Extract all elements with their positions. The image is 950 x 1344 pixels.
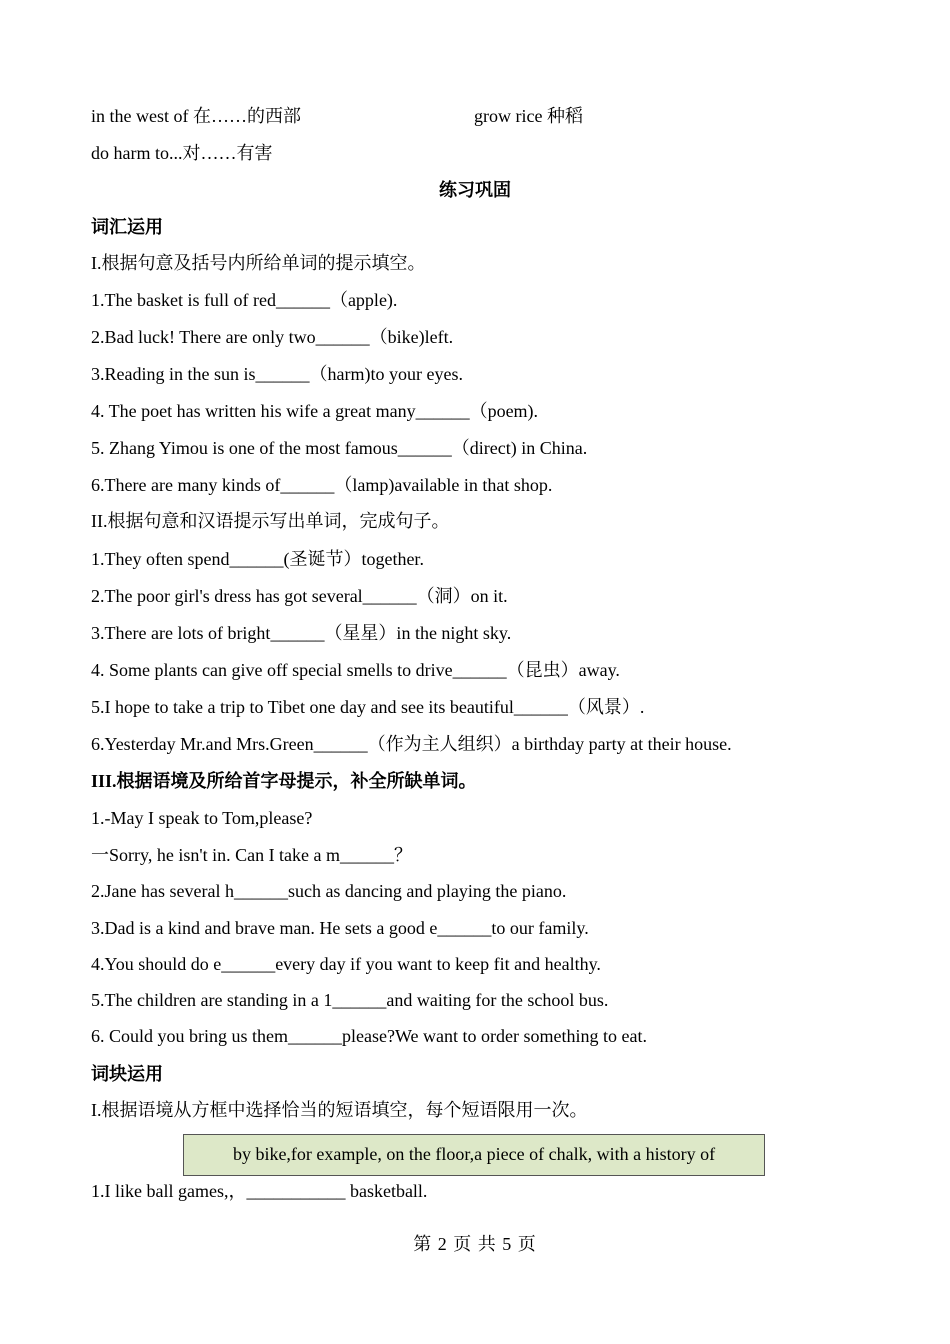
exercise-item: 1.I like ball games,，___________ basketball.	[91, 1181, 428, 1201]
phrase-do-harm: do harm to...对……有害	[91, 143, 273, 163]
vocab-part1-instruction: I.根据句意及括号内所给单词的提示填空。	[91, 253, 426, 273]
exercise-item: 6. Could you bring us them______please?We want to order something to eat.	[91, 1026, 647, 1046]
exercise-item: 4. Some plants can give off special smells to drive______（昆虫）away.	[91, 660, 620, 680]
exercise-item: 1.-May I speak to Tom,please?	[91, 808, 313, 828]
chunks-heading: 词块运用	[91, 1064, 163, 1084]
exercise-item: 1.They often spend______(圣诞节）together.	[91, 549, 424, 569]
exercise-item: 2.The poor girl's dress has got several______（洞）on it.	[91, 586, 508, 606]
exercise-item: 5.The children are standing in a 1______and waiting for the school bus.	[91, 990, 609, 1010]
exercise-item: 5. Zhang Yimou is one of the most famous______（direct) in China.	[91, 438, 588, 458]
exercise-item: 4. The poet has written his wife a great many______（poem).	[91, 401, 539, 421]
exercise-item: 2.Jane has several h______such as dancing and playing the piano.	[91, 881, 567, 901]
section-title: 练习巩固	[439, 180, 511, 200]
vocab-part2-instruction: II.根据句意和汉语提示写出单词，完成句子。	[91, 511, 450, 531]
exercise-item: 3.There are lots of bright______（星星）in the night sky.	[91, 623, 512, 643]
exercise-item: 6.Yesterday Mr.and Mrs.Green______（作为主人组织）a birthday party at their house.	[91, 734, 732, 754]
exercise-item: 3.Reading in the sun is______（harm)to your eyes.	[91, 364, 463, 384]
exercise-item: 一Sorry, he isn't in. Can I take a m______？	[91, 845, 413, 865]
phrase-grow-rice: grow rice 种稻	[474, 106, 583, 126]
phrase-box: by bike,for example, on the floor,a piece of chalk, with a history of	[183, 1134, 765, 1176]
vocab-heading: 词汇运用	[91, 217, 163, 237]
vocab-part3-instruction: III.根据语境及所给首字母提示，补全所缺单词。	[91, 771, 477, 791]
exercise-item: 6.There are many kinds of______（lamp)available in that shop.	[91, 475, 553, 495]
exercise-item: 4.You should do e______every day if you want to keep fit and healthy.	[91, 954, 601, 974]
exercise-item: 3.Dad is a kind and brave man. He sets a good e______to our family.	[91, 918, 589, 938]
phrase-west: in the west of 在……的西部	[91, 106, 301, 126]
exercise-item: 1.The basket is full of red______（apple).	[91, 290, 398, 310]
exercise-item: 2.Bad luck! There are only two______（bike)left.	[91, 327, 454, 347]
exercise-item: 5.I hope to take a trip to Tibet one day and see its beautiful______（风景）.	[91, 697, 645, 717]
page-footer: 第 2 页 共 5 页	[413, 1234, 537, 1254]
chunks-instruction: I.根据语境从方框中选择恰当的短语填空，每个短语限用一次。	[91, 1100, 588, 1120]
